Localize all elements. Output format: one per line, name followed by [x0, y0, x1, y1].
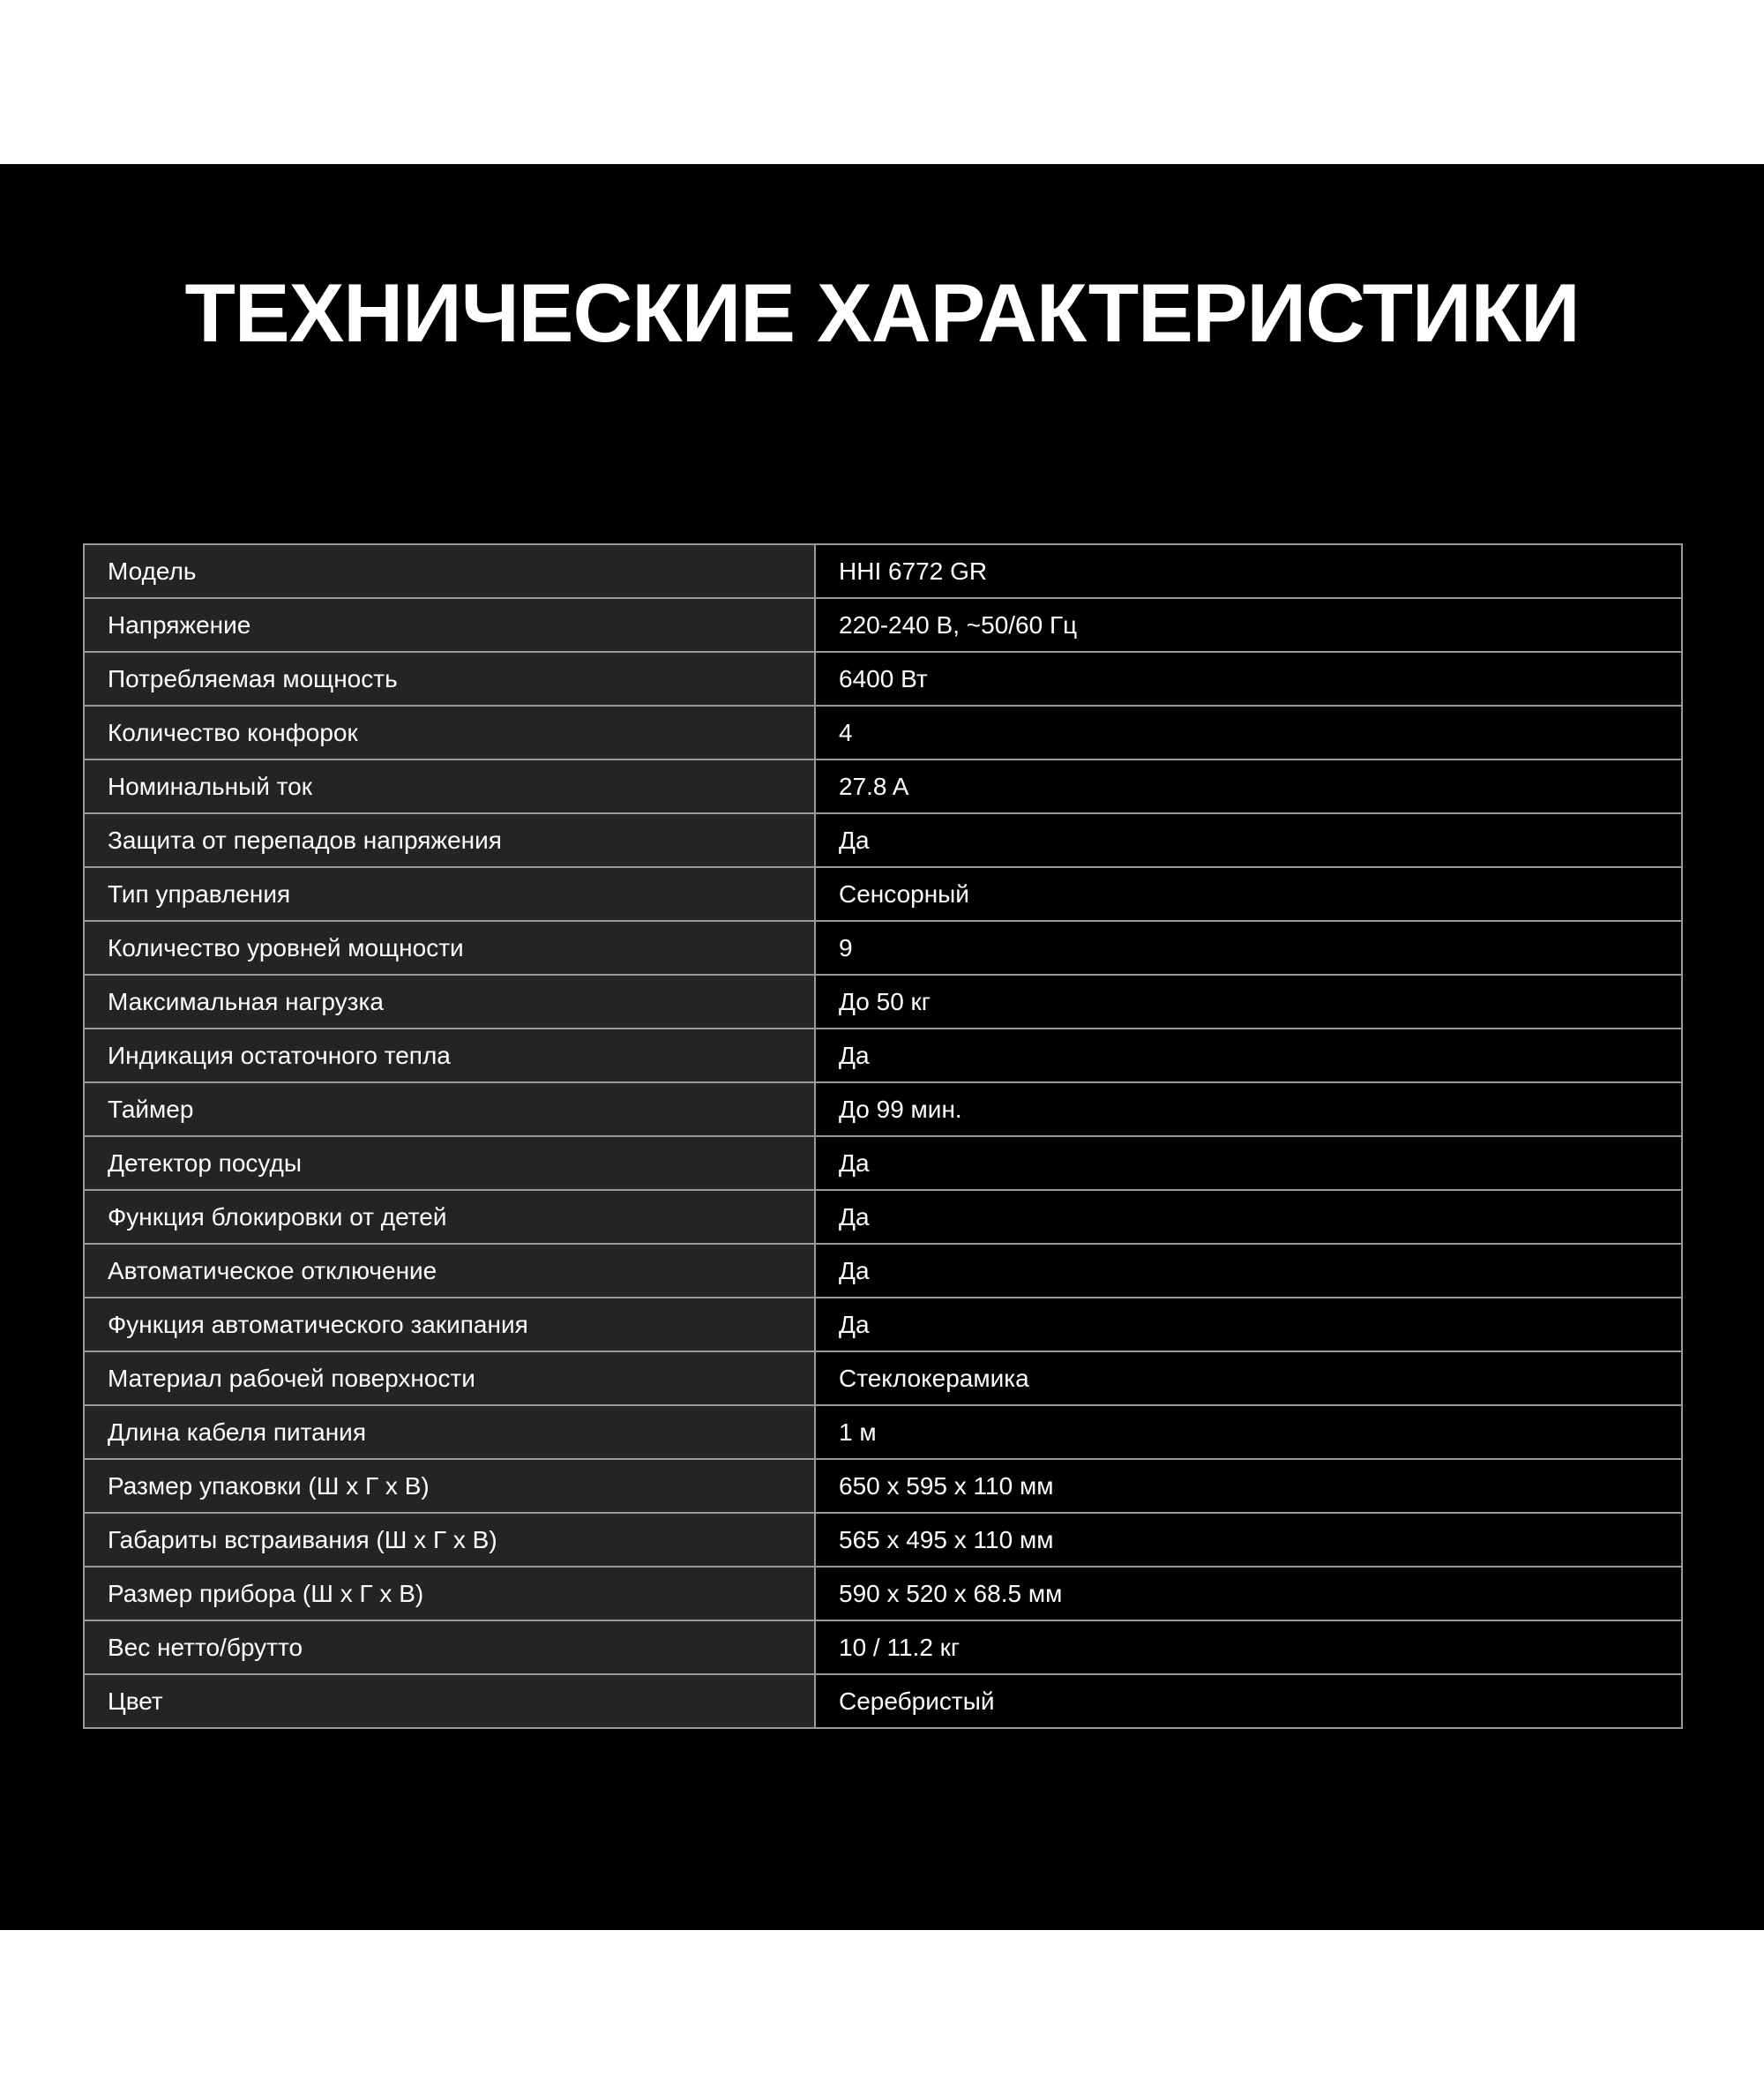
table-row: [84, 1674, 1682, 1728]
spec-label: Потребляемая мощность: [84, 652, 815, 706]
table-row: [84, 1351, 1682, 1405]
spec-value: Да: [815, 1298, 1682, 1351]
spec-value: 9: [815, 921, 1682, 975]
spec-value: 590 х 520 х 68.5 мм: [815, 1567, 1682, 1620]
table-row: [84, 921, 1682, 975]
spec-value: 4: [815, 706, 1682, 759]
spec-value: До 99 мин.: [815, 1082, 1682, 1136]
spec-label: Номинальный ток: [84, 759, 815, 813]
spec-label: Длина кабеля питания: [84, 1405, 815, 1459]
page-title: ТЕХНИЧЕСКИЕ ХАРАКТЕРИСТИКИ: [184, 266, 1580, 359]
table-row: [84, 1298, 1682, 1351]
spec-label: Напряжение: [84, 598, 815, 652]
spec-value: Стеклокерамика: [815, 1351, 1682, 1405]
spec-value: 650 х 595 х 110 мм: [815, 1459, 1682, 1513]
table-row: [84, 544, 1682, 598]
table-row: [84, 759, 1682, 813]
spec-value: Да: [815, 1136, 1682, 1190]
table-row: [84, 813, 1682, 867]
spec-table: [83, 543, 1683, 1729]
spec-label: Цвет: [84, 1674, 815, 1728]
table-row: [84, 1190, 1682, 1244]
table-row: [84, 1405, 1682, 1459]
spec-value: Да: [815, 1244, 1682, 1298]
spec-label: Материал рабочей поверхности: [84, 1351, 815, 1405]
spec-label: Тип управления: [84, 867, 815, 921]
spec-table-body: [84, 544, 1682, 1728]
table-row: [84, 1513, 1682, 1567]
spec-value: Да: [815, 813, 1682, 867]
table-row: [84, 1567, 1682, 1620]
spec-value: 220-240 В, ~50/60 Гц: [815, 598, 1682, 652]
spec-label: Габариты встраивания (Ш х Г х В): [84, 1513, 815, 1567]
table-row: [84, 706, 1682, 759]
spec-label: Таймер: [84, 1082, 815, 1136]
spec-value: Серебристый: [815, 1674, 1682, 1728]
spec-value: До 50 кг: [815, 975, 1682, 1029]
spec-value: 27.8 A: [815, 759, 1682, 813]
table-row: [84, 598, 1682, 652]
spec-label: Функция блокировки от детей: [84, 1190, 815, 1244]
spec-label: Индикация остаточного тепла: [84, 1029, 815, 1082]
spec-label: Защита от перепадов напряжения: [84, 813, 815, 867]
spec-value: Сенсорный: [815, 867, 1682, 921]
table-row: [84, 1244, 1682, 1298]
spec-label: Модель: [84, 544, 815, 598]
spec-label: Максимальная нагрузка: [84, 975, 815, 1029]
table-row: [84, 1620, 1682, 1674]
spec-value: 6400 Вт: [815, 652, 1682, 706]
table-row: [84, 867, 1682, 921]
spec-label: Вес нетто/брутто: [84, 1620, 815, 1674]
spec-value: Да: [815, 1190, 1682, 1244]
spec-label: Автоматическое отключение: [84, 1244, 815, 1298]
spec-value: 1 м: [815, 1405, 1682, 1459]
table-row: [84, 1459, 1682, 1513]
spec-label: Количество уровней мощности: [84, 921, 815, 975]
spec-value: 10 / 11.2 кг: [815, 1620, 1682, 1674]
spec-label: Количество конфорок: [84, 706, 815, 759]
table-row: [84, 975, 1682, 1029]
spec-label: Размер прибора (Ш х Г х В): [84, 1567, 815, 1620]
spec-value: Да: [815, 1029, 1682, 1082]
spec-label: Функция автоматического закипания: [84, 1298, 815, 1351]
table-row: [84, 1136, 1682, 1190]
spec-value: 565 х 495 х 110 мм: [815, 1513, 1682, 1567]
spec-value: HHI 6772 GR: [815, 544, 1682, 598]
spec-label: Детектор посуды: [84, 1136, 815, 1190]
table-row: [84, 1029, 1682, 1082]
spec-label: Размер упаковки (Ш х Г х В): [84, 1459, 815, 1513]
table-row: [84, 1082, 1682, 1136]
table-row: [84, 652, 1682, 706]
